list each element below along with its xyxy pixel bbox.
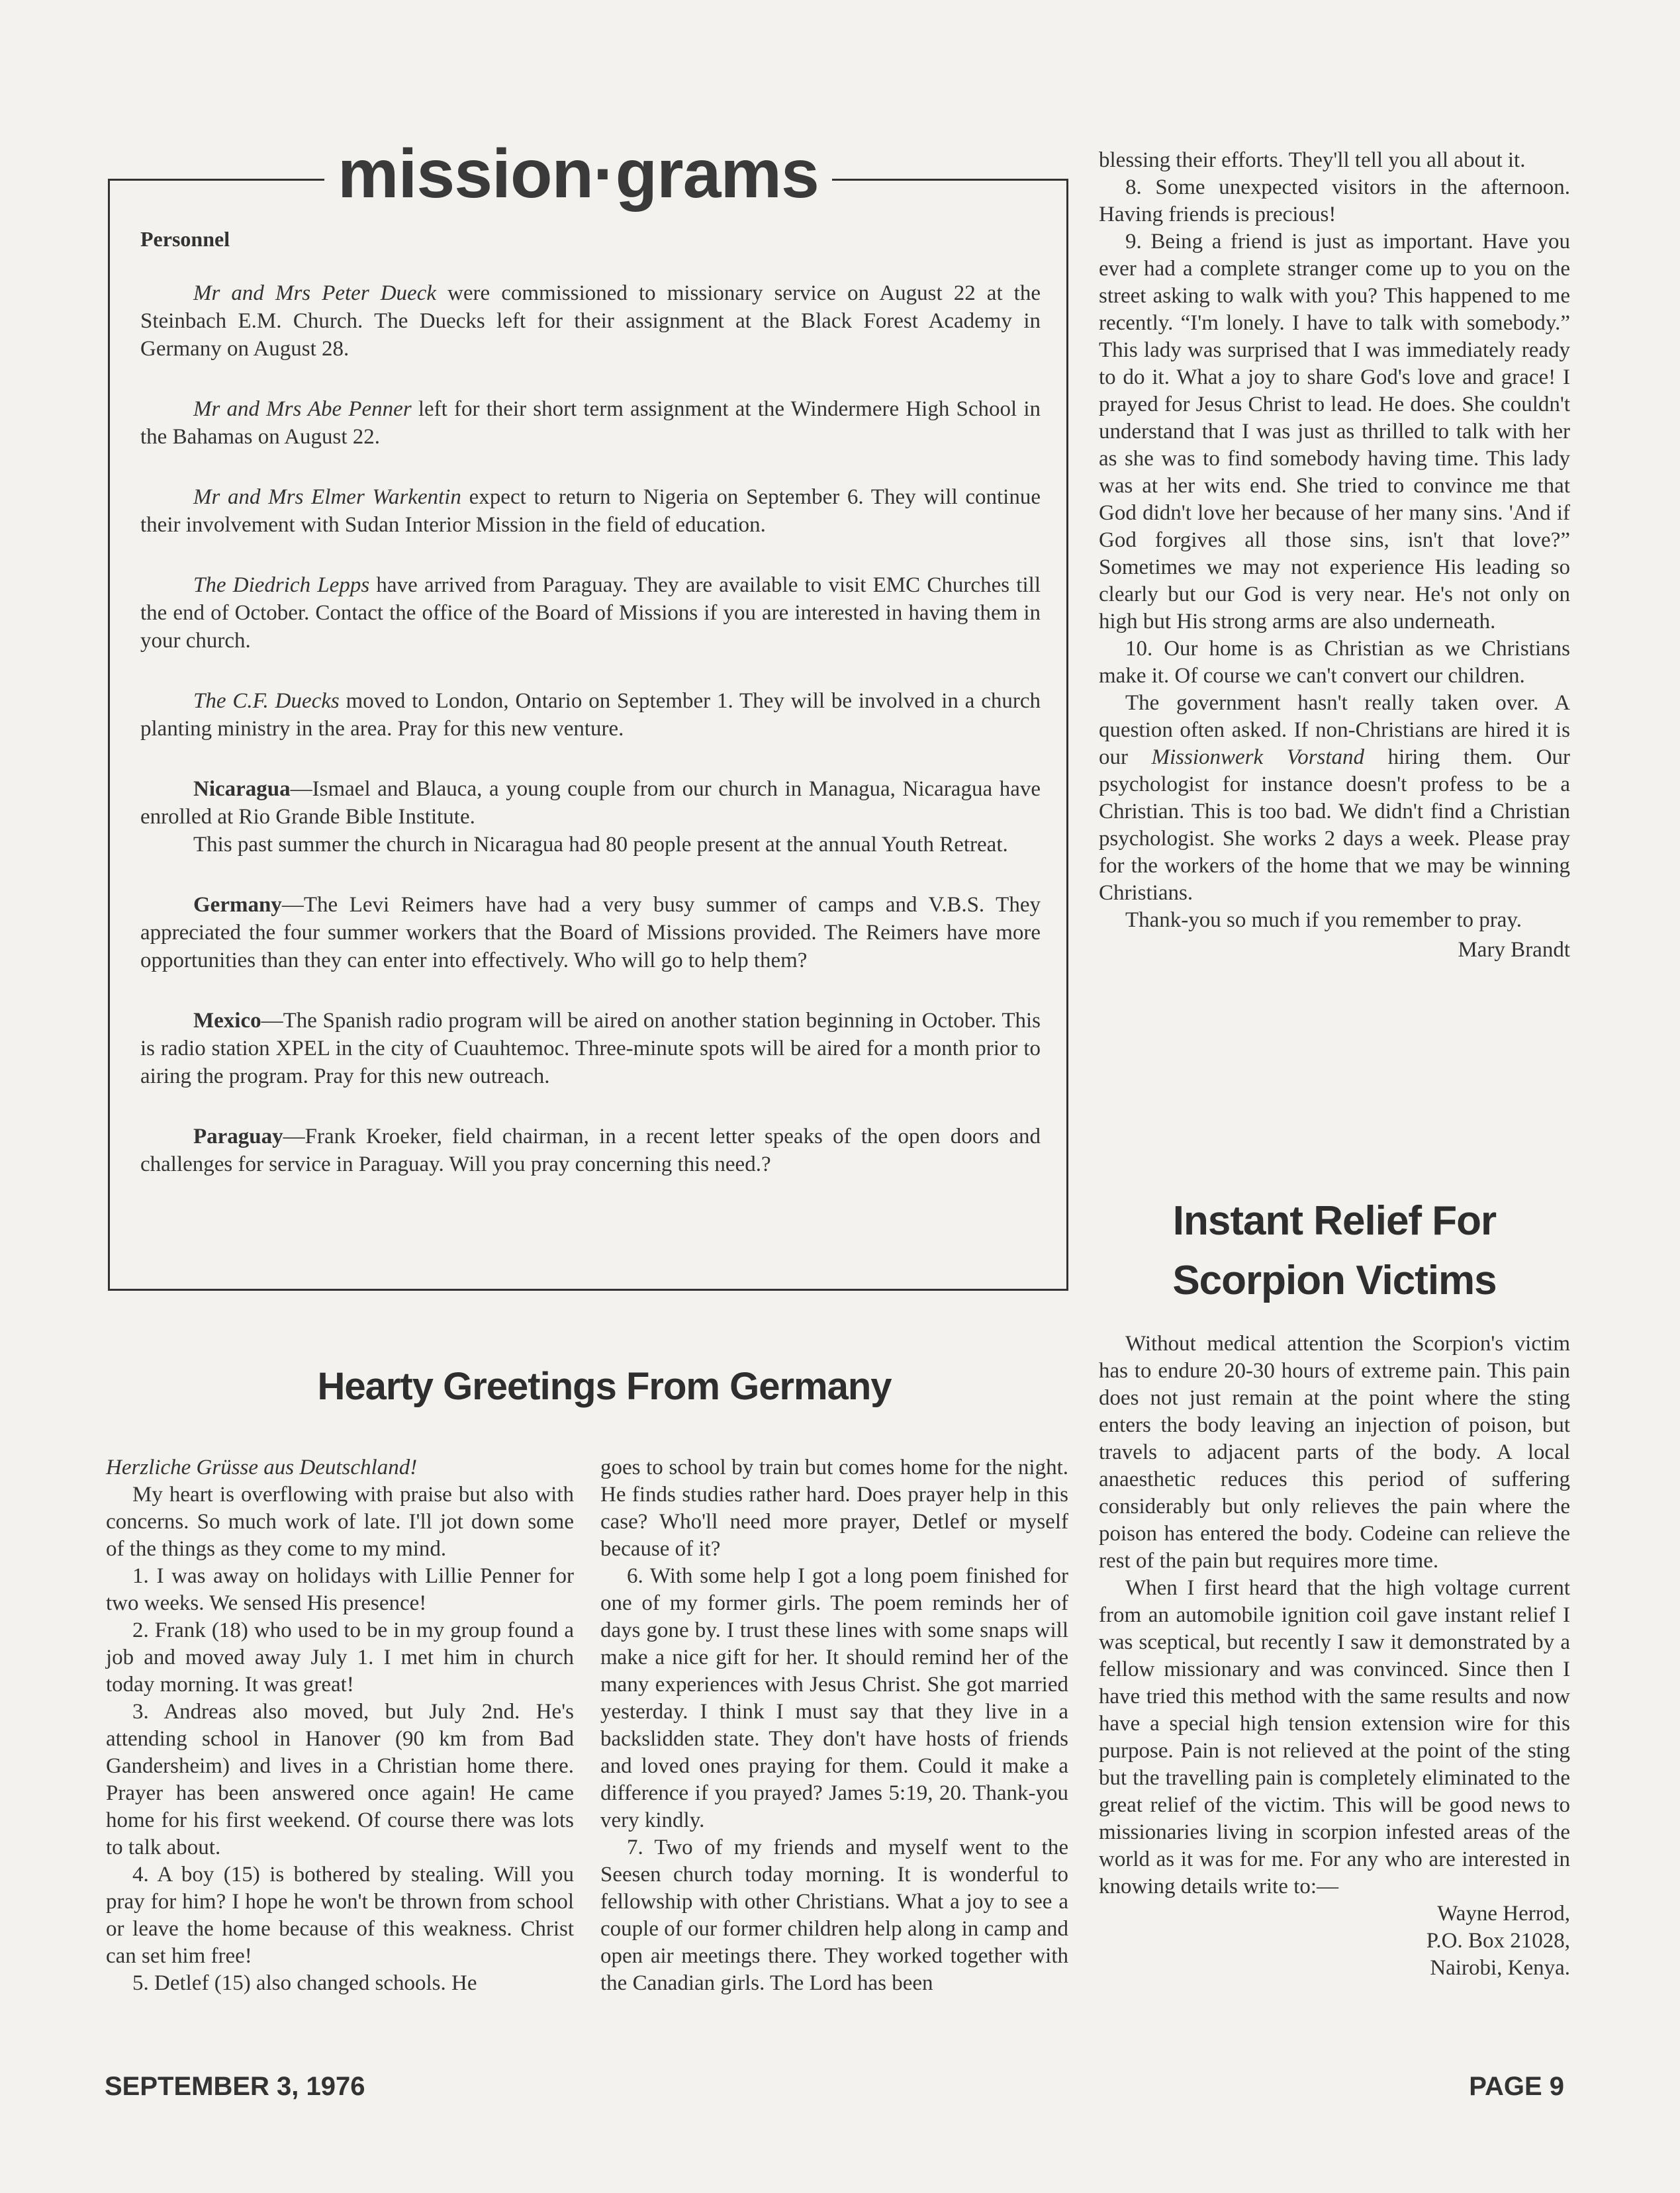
- letter-paragraph: 9. Being a friend is just as important. Have you ever had a complete stranger come up to you on the street asking to walk with you? This happened to me recently. “I'm lonely. I have to talk with somebody.” This lady was surprised that I was immediately ready to do it. What a joy to share God's love and grace! I prayed for Jesus Christ to lead. He does. She couldn't understand that I was just as thrilled to talk with her as she was to find somebody having time. This lady was at her wits end. She tried to convince me that God didn't love her because of her many sins. 'And if God forgives all those sins, isn't that love?” Sometimes we may not experience His leading so clearly but our God is very near. He's not only on high but His strong arms are also underneath.: [1099, 230, 1570, 633]
- personnel-name: Mr and Mrs Elmer Warkentin: [193, 485, 461, 509]
- gov-text-italic: Missionwerk Vorstand: [1151, 745, 1365, 769]
- gov-text-before: The government hasn't really taken over. A question often asked. If non-Christians are hired it is our: [1099, 691, 1570, 769]
- greeting-line: [106, 1454, 574, 1481]
- country-item-mexico: [140, 1007, 1041, 1090]
- personnel-text: left for their short term assignment at the Windermere High School in the Bahamas on August 22.: [140, 397, 1041, 449]
- germany-paragraph: My heart is overflowing with praise but also with concerns. So much work of late. I'll jot down some of the things as they come to my mind.: [106, 1483, 574, 1561]
- germany-column-1: [106, 1454, 574, 1997]
- country-extra: This past summer the church in Nicaragua had 80 people present at the annual Youth Retreat.: [193, 833, 1008, 857]
- country-name: Nicaragua: [193, 777, 291, 801]
- country-text: —The Spanish radio program will be aired on another station beginning in October. This is radio station XPEL in the city of Cuauhtemoc. Three-minute spots will be aired for a month prior to airing the program. Pray for this new outreach.: [140, 1009, 1041, 1088]
- germany-column-2: [600, 1454, 1068, 1997]
- germany-paragraph: 2. Frank (18) who used to be in my group found a job and moved away July 1. I met him in church today morning. It was great!: [106, 1618, 574, 1697]
- country-text: —The Levi Reimers have had a very busy summer of camps and V.B.S. They appreciated the four summer workers that the Board of Missions provided. The Reimers have more opportunities than they can enter into effectively. Who will go to help them?: [140, 893, 1041, 972]
- personnel-text: moved to London, Ontario on September 1. They will be involved in a church planting ministry in the area. Pray for this new venture.: [140, 689, 1041, 741]
- country-text: —Frank Kroeker, field chairman, in a recent letter speaks of the open doors and challenges for service in Paraguay. Will you pray concerning this need.?: [140, 1125, 1041, 1176]
- personnel-name: The C.F. Duecks: [193, 689, 340, 713]
- country-item-paraguay: [140, 1123, 1041, 1178]
- personnel-item: [140, 483, 1041, 539]
- country-text: —Ismael and Blauca, a young couple from our church in Managua, Nicaragua have enrolled at Rio Grande Bible Institute.: [140, 777, 1041, 829]
- footer-page-number: PAGE 9: [1469, 2072, 1564, 2101]
- personnel-name: Mr and Mrs Peter Dueck: [193, 281, 436, 305]
- footer-date: SEPTEMBER 3, 1976: [105, 2072, 365, 2101]
- letter-paragraph-government: [1099, 690, 1570, 907]
- germany-paragraph: 5. Detlef (15) also changed schools. He: [132, 1971, 477, 1995]
- address-line: Wayne Herrod,: [1437, 1902, 1570, 1926]
- germany-paragraph: 3. Andreas also moved, but July 2nd. He's attending school in Hanover (90 km from Bad Gandersheim) and lives in a Christian home there. Prayer has been answered once again! He came home for his first weekend. Of course there was lots to talk about.: [106, 1700, 574, 1859]
- personnel-item: [140, 571, 1041, 655]
- letter-signature: Mary Brandt: [1458, 938, 1570, 962]
- personnel-name: Mr and Mrs Abe Penner: [193, 397, 412, 421]
- country-name: Germany: [193, 893, 282, 917]
- scorpion-headline-line1: Instant Relief For: [1172, 1198, 1497, 1244]
- country-item-germany: [140, 891, 1041, 974]
- germany-paragraph: 4. A boy (15) is bothered by stealing. Will you pray for him? I hope he won't be thrown from school or leave the home because of this weakness. Christ can set him free!: [106, 1863, 574, 1968]
- letter-paragraph: 8. Some unexpected visitors in the afternoon. Having friends is precious!: [1099, 175, 1570, 226]
- missiongrams-title: mission·grams: [324, 131, 832, 217]
- personnel-item: [140, 395, 1041, 451]
- address-line: Nairobi, Kenya.: [1430, 1956, 1570, 1980]
- scorpion-paragraph: When I first heard that the high voltage current from an automobile ignition coil gave instant relief I was sceptical, but recently I saw it demonstrated by a fellow missionary and was convinced. Since then I have tried this method with the same results and now have a special high tension extension wire for this purpose. Pain is not relieved at the point of the sting but the travelling pain is completely eliminated to the great relief of the victim. This will be good news to missionaries living in scorpion infested areas of the world as it was for me. For any who are interested in knowing details write to:—: [1099, 1576, 1570, 1898]
- country-name: Mexico: [193, 1009, 261, 1033]
- personnel-item: [140, 687, 1041, 743]
- personnel-item: [140, 279, 1041, 363]
- missiongrams-content: [140, 225, 1041, 1211]
- germany-paragraph: 6. With some help I got a long poem finished for one of my former girls. The poem reminds her of days gone by. I trust these lines with some snaps will make a nice gift for her. It should remind her of the many experiences with Jesus Christ. She got married yesterday. I think I must say that they live in a backslidden state. They don't have hosts of friends and loved ones praying for them. Could it make a difference if you prayed? James 5:19, 20. Thank-you very kindly.: [600, 1564, 1068, 1832]
- personnel-name: The Diedrich Lepps: [193, 573, 370, 597]
- germany-paragraph: 1. I was away on holidays with Lillie Penner for two weeks. We sensed His presence!: [106, 1564, 574, 1615]
- personnel-heading: Personnel: [140, 227, 230, 251]
- scorpion-headline-line2: Scorpion Victims: [1172, 1258, 1497, 1303]
- letter-paragraph: 10. Our home is as Christian as we Christians make it. Of course we can't convert our children.: [1099, 637, 1570, 688]
- country-name: Paraguay: [193, 1125, 283, 1148]
- letter-continuation-column: [1099, 147, 1570, 964]
- personnel-text: were commissioned to missionary service on August 22 at the Steinbach E.M. Church. The Duecks left for their assignment at the Black Forest Academy in Germany on August 28.: [140, 281, 1041, 361]
- letter-thanks: Thank-you so much if you remember to pray.: [1125, 908, 1522, 932]
- country-item-nicaragua: [140, 775, 1041, 831]
- address-line: P.O. Box 21028,: [1426, 1929, 1570, 1953]
- scorpion-paragraph: Without medical attention the Scorpion's victim has to endure 20-30 hours of extreme pain. This pain does not just remain at the point where the sting enters the body leaving an injection of poison, but travels to adjacent parts of the body. A local anaesthetic reduces this period of suffering considerably but only relieves the pain where the poison has entered the body. Codeine can relieve the rest of the pain but requires more time.: [1099, 1332, 1570, 1573]
- personnel-text: have arrived from Paraguay. They are available to visit EMC Churches till the end of October. Contact the office of the Board of Missions if you are interested in having them in your church.: [140, 573, 1041, 653]
- greeting-text: Herzliche Grüsse aus Deutschland!: [106, 1456, 418, 1479]
- letter-paragraph: blessing their efforts. They'll tell you all about it.: [1099, 148, 1526, 172]
- scorpion-headline: [1099, 1191, 1570, 1311]
- germany-paragraph: 7. Two of my friends and myself went to the Seesen church today morning. It is wonderful to fellowship with other Christians. What a joy to see a couple of our former children help along in camp and open air meetings there. They worked together with the Canadian girls. The Lord has been: [600, 1836, 1068, 1995]
- scorpion-article-body: [1099, 1330, 1570, 1982]
- germany-headline: Hearty Greetings From Germany: [317, 1365, 892, 1408]
- personnel-text: expect to return to Nigeria on September 6. They will continue their involvement with Sudan Interior Mission in the field of education.: [140, 485, 1041, 537]
- gov-text-after: hiring them. Our psychologist for instance doesn't profess to be a Christian. This is too bad. We didn't find a Christian psychologist. She works 2 days a week. Please pray for the workers of the home that we may be winning Christians.: [1099, 745, 1570, 905]
- germany-paragraph: goes to school by train but comes home for the night. He finds studies rather hard. Does prayer help in this case? Who'll need more prayer, Detlef or myself because of it?: [600, 1456, 1068, 1561]
